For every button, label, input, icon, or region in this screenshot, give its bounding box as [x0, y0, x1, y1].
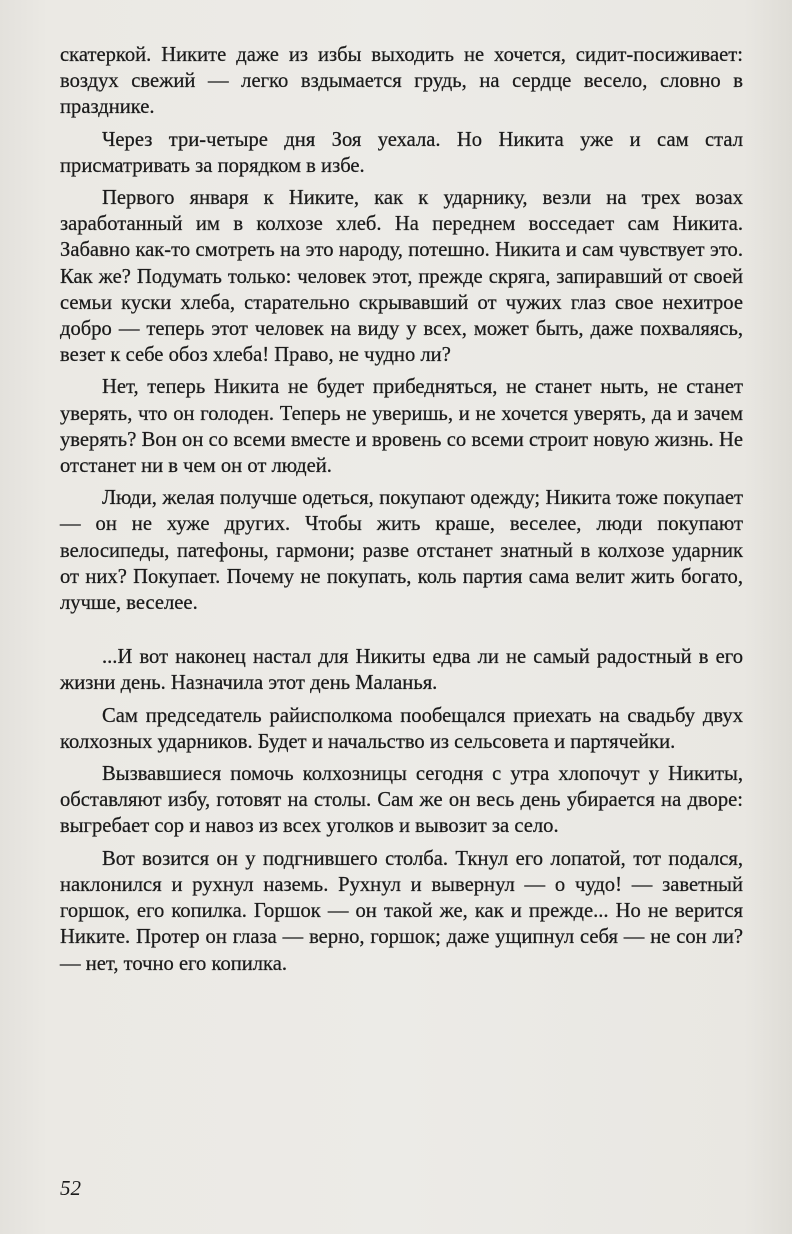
paragraph: Сам председатель райисполкома пообещался приехать на свадьбу двух колхозных ударников. Будет и начальство из сельсовета и партячейки. — [60, 704, 743, 753]
paragraph: Первого января к Никите, как к ударнику, везли на трех возах заработанный им в колхозе хлеб. На переднем восседает сам Никита. Забавно как-то смотреть на это народу, потешно. Никита и сам чувствует это. Как же? Подумать только: человек этот, прежде скряга, запиравший от своей семьи куски хлеба, старательно скрывавший от чужих глаз свое нехитрое добро — теперь этот человек на виду у всех, может быть, даже похваляясь, везет к себе обоз хлеба! Право, не чудно ли? — [60, 187, 743, 367]
page-text — [60, 42, 743, 983]
section-break — [60, 622, 743, 644]
paragraph: Нет, теперь Никита не будет прибедняться, не станет ныть, не станет уверять, что он голоден. Теперь не уверишь, и не хочется уверять, да и зачем уверять? Вон он со всеми вместе и вровень со всеми строит новую жизнь. Не отстанет ни в чем он от людей. — [60, 376, 743, 478]
paragraph-continued: скатеркой. Никите даже из избы выходить не хочется, сидит-посиживает: воздух свежий — легко вздымается грудь, на сердце весело, словно в празднике. — [60, 44, 743, 119]
paragraph: Люди, желая получше одеться, покупают одежду; Никита тоже покупает — он не хуже других. Чтобы жить краше, веселее, люди покупают велосипеды, патефоны, гармони; разве отстанет знатный в колхозе ударник от них? Покупает. Почему не покупать, коль партия сама велит жить богато, лучше, веселее. — [60, 487, 743, 615]
paragraph: ...И вот наконец настал для Никиты едва ли не самый радостный в его жизни день. Назначила этот день Маланья. — [60, 646, 743, 695]
paragraph: Вот возится он у подгнившего столба. Ткнул его лопатой, тот подался, наклонился и рухнул наземь. Рухнул и вывернул — о чудо! — заветный горшок, его копилка. Горшок — он такой же, как и прежде... Но не верится Никите. Протер он глаза — верно, горшок; даже ущипнул себя — не сон ли? — нет, точно его копилка. — [60, 847, 743, 975]
paragraph: Через три-четыре дня Зоя уехала. Но Никита уже и сам стал присматривать за порядком в избе. — [60, 128, 743, 177]
paragraph: Вызвавшиеся помочь колхозницы сегодня с утра хлопочут у Никиты, обставляют избу, готовят на столы. Сам же он весь день убирается на дворе: выгребает сор и навоз из всех уголков и вывозит за село. — [60, 763, 743, 838]
page-number: 52 — [60, 1176, 81, 1200]
